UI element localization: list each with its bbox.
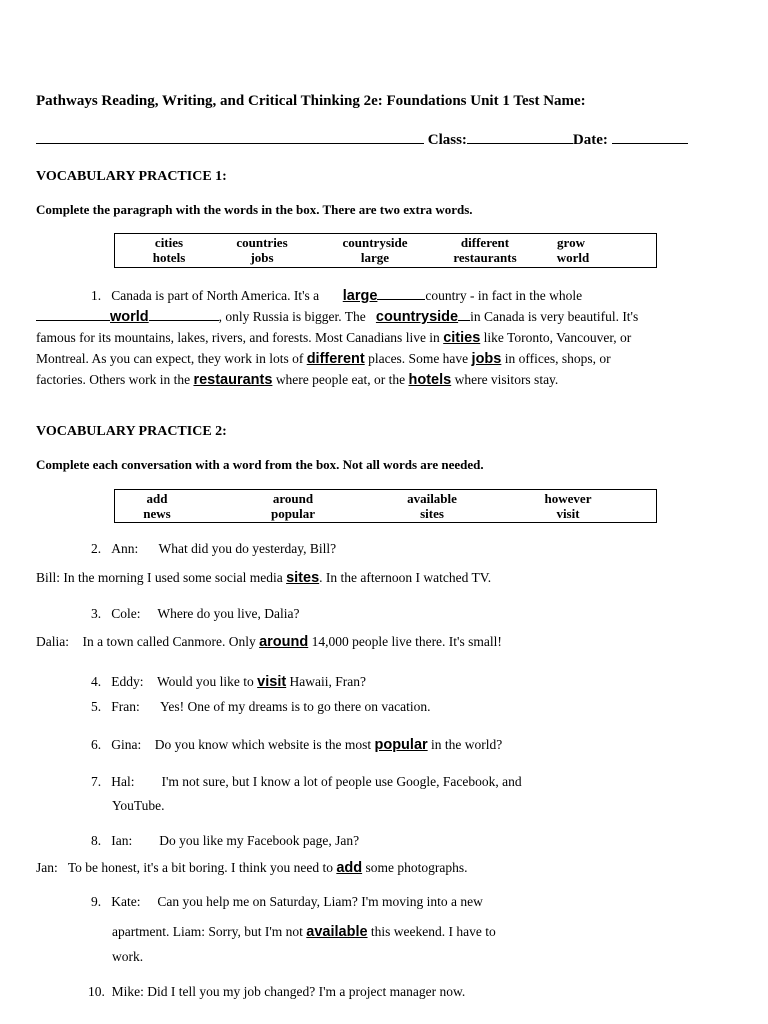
answer-blank	[458, 310, 470, 321]
answer-popular[interactable]: popular	[374, 737, 428, 753]
vp1-instruction: Complete the paragraph with the words in the box. There are two extra words.	[36, 202, 473, 217]
word-box-cell: around	[272, 491, 314, 506]
dialogue-text: Would you like to	[157, 674, 258, 689]
answer-around[interactable]: around	[259, 634, 309, 650]
dialogue-text: Can you help me on Saturday, Liam? I'm moving into a new	[157, 894, 483, 909]
item-number: 6.	[91, 737, 102, 752]
word-box-cell: countryside	[342, 235, 408, 250]
answer-hotels[interactable]: hotels	[408, 372, 452, 388]
paragraph-text: famous for its mountains, lakes, rivers, and forests. Most Canadians live in	[36, 330, 444, 345]
paragraph-text: , only Russia is bigger. The	[218, 309, 370, 324]
paragraph-text: like Toronto, Vancouver, or	[480, 330, 632, 345]
dialogue-text: Where do you live, Dalia?	[157, 606, 300, 621]
dialogue-text: this weekend. I have to	[367, 924, 496, 939]
item-number: 2.	[91, 541, 102, 556]
class-label: Class:	[427, 132, 467, 148]
vp1-heading: VOCABULARY PRACTICE 1:	[36, 169, 227, 184]
vp2-heading: VOCABULARY PRACTICE 2:	[36, 424, 227, 439]
speaker-label: Gina:	[111, 737, 142, 752]
word-box-cell: sites	[420, 506, 444, 521]
word-box-cell: popular	[270, 506, 316, 521]
dialogue-text: Do you know which website is the most	[154, 737, 375, 752]
dialogue-text: apartment. Liam: Sorry, but I'm not	[112, 924, 307, 939]
speaker-label: Ian:	[111, 833, 133, 848]
dialogue-text: In the morning I used some social media	[63, 570, 287, 585]
paragraph-text: country - in fact in the whole	[425, 288, 583, 303]
conversation-item-9-cont	[112, 924, 496, 940]
word-box-cell: large	[360, 250, 390, 265]
date-blank[interactable]	[612, 131, 688, 144]
vp1-paragraph-line-2	[36, 309, 638, 325]
conversation-item-3	[91, 606, 299, 622]
answer-available[interactable]: available	[306, 924, 368, 940]
dialogue-text: in the world?	[427, 737, 503, 752]
paragraph-text: factories. Others work in the	[36, 372, 194, 387]
page-title: Pathways Reading, Writing, and Critical Thinking 2e: Foundations Unit 1 Test Name:	[36, 93, 586, 109]
answer-blank	[149, 310, 219, 321]
dialogue-text: some photographs.	[362, 860, 468, 875]
item-number: 8.	[91, 833, 102, 848]
word-box-cell: visit	[556, 506, 580, 521]
dialogue-text: Do you like my Facebook page, Jan?	[159, 833, 360, 848]
answer-different[interactable]: different	[306, 351, 365, 367]
conversation-item-6	[91, 737, 502, 753]
vp2-instruction: Complete each conversation with a word from the box. Not all words are needed.	[36, 457, 484, 472]
answer-sites[interactable]: sites	[286, 570, 320, 586]
answer-blank	[377, 289, 425, 300]
dialogue-text: Mike: Did I tell you my job changed? I'm a project manager now.	[111, 984, 466, 999]
paragraph-text: Canada is part of North America. It's a	[111, 288, 323, 303]
class-blank[interactable]	[467, 131, 573, 144]
paragraph-text: in offices, shops, or	[501, 351, 611, 366]
conversation-item-9-end: work.	[112, 949, 144, 964]
conversation-item-8	[91, 833, 359, 849]
conversation-item-10	[88, 984, 465, 1000]
answer-blank	[36, 310, 110, 321]
dialogue-text: . In the afternoon I watched TV.	[319, 570, 492, 585]
answer-world[interactable]: world	[110, 309, 149, 325]
conversation-item-7-cont: YouTube.	[112, 798, 165, 813]
answer-restaurants[interactable]: restaurants	[193, 372, 273, 388]
word-box-cell: hotels	[152, 250, 186, 265]
vp1-word-box	[114, 233, 657, 268]
item-number: 4.	[91, 674, 102, 689]
dialogue-text: In a town called Canmore. Only	[82, 634, 260, 649]
answer-jobs[interactable]: jobs	[471, 351, 502, 367]
speaker-label: Jan:	[36, 860, 58, 875]
answer-cities[interactable]: cities	[443, 330, 481, 346]
dialogue-text: Hawaii, Fran?	[286, 674, 367, 689]
item-number: 3.	[91, 606, 102, 621]
paragraph-text: where visitors stay.	[451, 372, 559, 387]
vp1-paragraph-line-3	[36, 330, 631, 346]
answer-large[interactable]: large	[342, 288, 378, 304]
word-box-cell: restaurants	[453, 250, 517, 265]
dialogue-text: I'm not sure, but I know a lot of people use Google, Facebook, and	[161, 774, 522, 789]
vp1-paragraph-line-4	[36, 351, 611, 367]
speaker-label: Dalia:	[36, 634, 69, 649]
paragraph-text: Montreal. As you can expect, they work in lots of	[36, 351, 307, 366]
speaker-label: Eddy:	[111, 674, 144, 689]
conversation-item-4	[91, 674, 366, 690]
date-label: Date:	[572, 132, 608, 148]
dialogue-text: To be honest, it's a bit boring. I think you need to	[67, 860, 337, 875]
answer-visit[interactable]: visit	[257, 674, 287, 690]
conversation-item-7	[91, 774, 522, 790]
conversation-item-5	[91, 699, 430, 715]
speaker-label: Hal:	[111, 774, 135, 789]
item-number: 10.	[88, 984, 105, 999]
vp1-paragraph-line-5	[36, 372, 558, 388]
word-box-cell: news	[143, 506, 171, 521]
name-class-date-line	[36, 131, 688, 149]
vp1-paragraph-line-1	[91, 288, 582, 304]
speaker-label: Kate:	[111, 894, 141, 909]
item-number: 1.	[91, 288, 102, 303]
item-number: 5.	[91, 699, 102, 714]
word-box-cell: add	[146, 491, 168, 506]
word-box-cell: jobs	[250, 250, 274, 265]
name-blank[interactable]	[36, 131, 424, 144]
word-box-cell: however	[544, 491, 592, 506]
speaker-label: Cole:	[111, 606, 141, 621]
paragraph-text: places. Some have	[364, 351, 472, 366]
item-number: 7.	[91, 774, 102, 789]
answer-countryside[interactable]: countryside	[375, 309, 459, 325]
dialogue-text: 14,000 people live there. It's small!	[308, 634, 502, 649]
dialogue-text: Yes! One of my dreams is to go there on vacation.	[160, 699, 431, 714]
word-box-cell: countries	[236, 235, 288, 250]
conversation-reply-2	[36, 570, 491, 586]
vp2-word-box	[114, 489, 657, 523]
word-box-cell: cities	[154, 235, 184, 250]
conversation-item-9	[91, 894, 483, 910]
answer-add[interactable]: add	[336, 860, 363, 876]
word-box-cell: available	[407, 491, 457, 506]
speaker-label: Bill:	[36, 570, 61, 585]
conversation-reply-3	[36, 634, 502, 650]
paragraph-text: in Canada is very beautiful. It's	[470, 309, 639, 324]
speaker-label: Ann:	[111, 541, 139, 556]
item-number: 9.	[91, 894, 102, 909]
conversation-item-2	[91, 541, 336, 557]
word-box-cell: different	[460, 235, 510, 250]
word-box-cell: world	[556, 250, 590, 265]
paragraph-text: where people eat, or the	[272, 372, 409, 387]
speaker-label: Fran:	[111, 699, 140, 714]
word-box-cell: grow	[557, 235, 585, 250]
conversation-reply-8	[36, 860, 467, 876]
dialogue-text: What did you do yesterday, Bill?	[158, 541, 337, 556]
